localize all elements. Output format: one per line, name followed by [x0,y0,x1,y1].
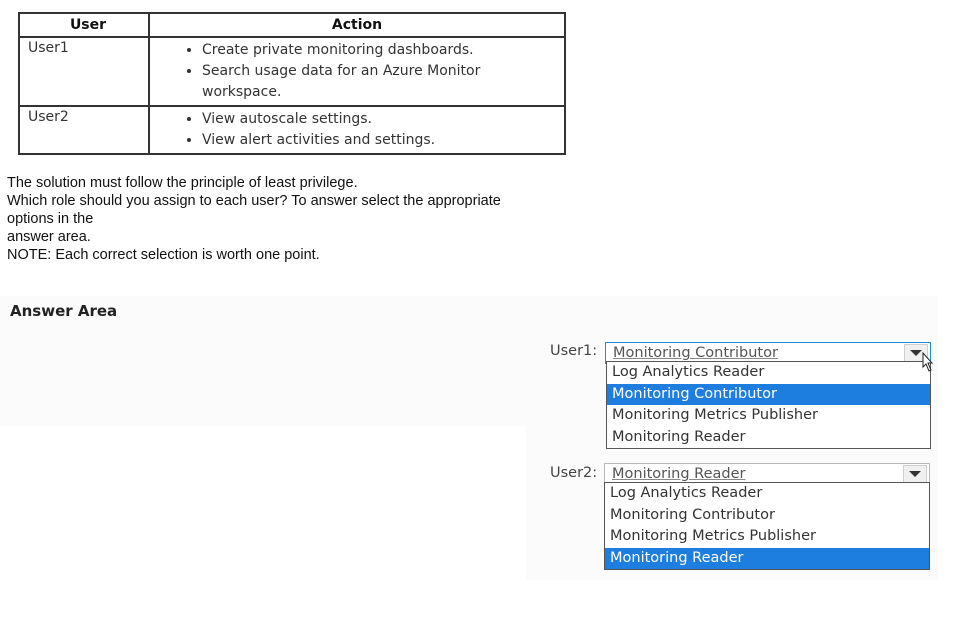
requirements-table [18,12,566,155]
user1-options-list [606,361,931,449]
question-line: Which role should you assign to each user? To answer select the appropriate options in the [7,193,505,227]
user2-option-selected[interactable]: Monitoring Reader [605,548,929,570]
action-list [158,109,558,151]
table-row [19,37,565,106]
user2-option[interactable]: Monitoring Metrics Publisher [610,528,816,544]
question-line: answer area. [7,229,91,245]
header-action: Action [149,13,565,37]
table-row [19,106,565,154]
user2-options-list [604,482,930,570]
action-item: • View autoscale settings. [202,109,558,130]
user1-label: User1: [550,343,598,359]
actions-cell [149,106,565,154]
action-item: • Create private monitoring dashboards. [202,40,558,61]
table-header-row [19,13,565,37]
user2-option[interactable]: Log Analytics Reader [610,485,763,501]
user2-option[interactable]: Monitoring Contributor [610,506,775,523]
user1-option[interactable]: Monitoring Metrics Publisher [612,407,818,423]
question-line: The solution must follow the principle of least privilege. [7,175,358,191]
user-cell: User1 [19,37,149,106]
user1-option-selected[interactable]: Monitoring Contributor [607,384,930,406]
actions-cell [149,37,565,106]
action-list [158,40,558,103]
user2-selected-value: Monitoring Reader [612,466,746,482]
header-user: User [19,13,149,37]
chevron-down-icon[interactable] [903,465,927,483]
user1-selected-value: Monitoring Contributor [613,345,778,361]
user1-option[interactable]: Log Analytics Reader [612,364,765,380]
user2-role-select[interactable] [604,463,930,484]
mouse-pointer-icon [920,352,936,374]
action-item: • View alert activities and settings. [202,130,558,151]
question-text [7,174,547,264]
user-cell: User2 [19,106,149,154]
user1-option[interactable]: Monitoring Reader [612,428,746,445]
user2-label: User2: [550,465,598,481]
answer-area-title: Answer Area [10,302,118,320]
question-line: NOTE: Each correct selection is worth one point. [7,247,320,263]
action-item: • Search usage data for an Azure Monitor workspace. [202,61,558,103]
